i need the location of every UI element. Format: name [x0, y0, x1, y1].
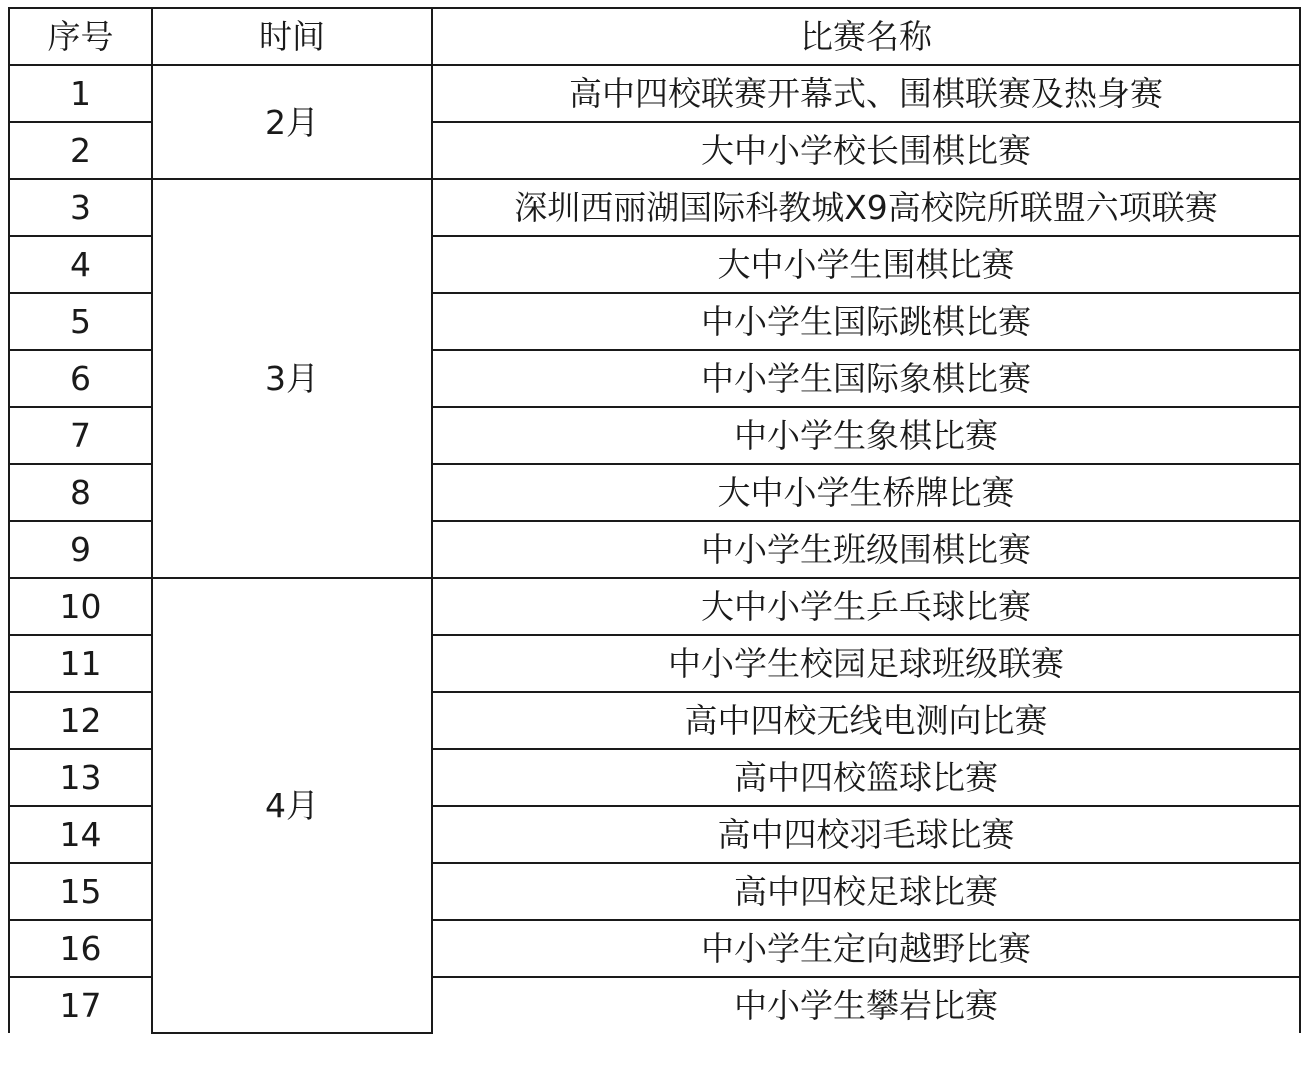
row-name: 高中四校联赛开幕式、围棋联赛及热身赛	[432, 65, 1300, 122]
header-name: 比赛名称	[432, 8, 1300, 65]
table-row	[9, 65, 1300, 122]
row-no: 11	[9, 635, 152, 692]
row-no: 9	[9, 521, 152, 578]
row-name: 高中四校无线电测向比赛	[432, 692, 1300, 749]
row-no: 4	[9, 236, 152, 293]
row-time: 2月	[152, 65, 432, 179]
row-no: 12	[9, 692, 152, 749]
row-name: 大中小学生乒乓球比赛	[432, 578, 1300, 635]
row-name: 高中四校羽毛球比赛	[432, 806, 1300, 863]
header-time: 时间	[152, 8, 432, 65]
row-name: 中小学生国际跳棋比赛	[432, 293, 1300, 350]
row-name: 高中四校足球比赛	[432, 863, 1300, 920]
table-row	[9, 179, 1300, 236]
row-name: 大中小学校长围棋比赛	[432, 122, 1300, 179]
row-name: 中小学生攀岩比赛	[432, 977, 1300, 1033]
competition-schedule-table	[8, 7, 1301, 1034]
row-no: 17	[9, 977, 152, 1033]
row-no: 14	[9, 806, 152, 863]
row-no: 7	[9, 407, 152, 464]
row-time: 4月	[152, 578, 432, 1033]
row-name: 中小学生象棋比赛	[432, 407, 1300, 464]
table-row	[9, 578, 1300, 635]
row-name: 大中小学生桥牌比赛	[432, 464, 1300, 521]
row-no: 1	[9, 65, 152, 122]
row-name: 中小学生国际象棋比赛	[432, 350, 1300, 407]
row-name: 深圳西丽湖国际科教城X9高校院所联盟六项联赛	[432, 179, 1300, 236]
header-row	[9, 8, 1300, 65]
row-no: 3	[9, 179, 152, 236]
row-name: 中小学生定向越野比赛	[432, 920, 1300, 977]
header-no: 序号	[9, 8, 152, 65]
row-no: 15	[9, 863, 152, 920]
row-name: 中小学生班级围棋比赛	[432, 521, 1300, 578]
row-no: 16	[9, 920, 152, 977]
row-name: 大中小学生围棋比赛	[432, 236, 1300, 293]
row-no: 5	[9, 293, 152, 350]
row-no: 2	[9, 122, 152, 179]
row-name: 高中四校篮球比赛	[432, 749, 1300, 806]
row-no: 13	[9, 749, 152, 806]
row-no: 6	[9, 350, 152, 407]
row-no: 10	[9, 578, 152, 635]
row-name: 中小学生校园足球班级联赛	[432, 635, 1300, 692]
row-no: 8	[9, 464, 152, 521]
row-time: 3月	[152, 179, 432, 578]
